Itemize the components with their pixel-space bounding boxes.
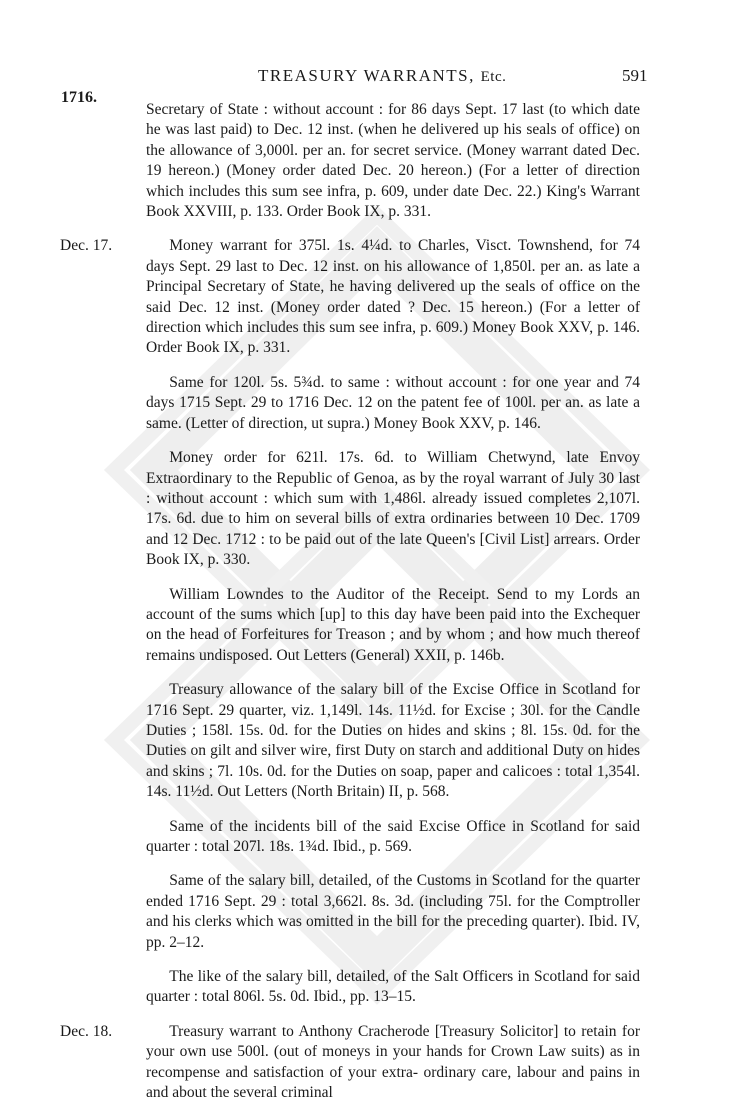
entry [0,967,754,1008]
margin-year: 1716. [61,89,97,106]
running-title [258,66,506,86]
page-header [0,66,754,106]
entry-text: Money warrant for 375l. 1s. 4¼d. to Charles, Visct. Townshend, for 74 days Sept. 29 last to Dec. 12 inst. on his allowance of 1,850l. per an. as late a Principal Secretary of State, he having delivered up the seals of office on the said Dec. 12 inst. (Money order dated ? Dec. 15 hereon.) (For a letter of direction which includes this sum see infra, p. 609.) Money Book XXV, p. 146. Order Book IX, p. 331. [146,237,640,357]
entry-text: William Lowndes to the Auditor of the Receipt. Send to my Lords an account of the sums which [up] to this day have been paid into the Exchequer on the head of Forfeitures for Treason ; and by whom ; and how much thereof remains undisposed. Out Letters (General) XXII, p. 146b. [146,585,640,664]
entry [0,585,754,667]
entry [0,236,754,358]
entry-text: Same of the salary bill, detailed, of the Customs in Scotland for the quarter ended 1716 Sept. 29 : total 3,662l. 8s. 3d. (including 75l. for the Comptroller and his clerks which was omitted in the bill for the preceding quarter). Ibid. IV, pp. 2–12. [146,872,640,951]
entry [0,871,754,953]
entry-text: Treasury warrant to Anthony Cracherode [Treasury Solicitor] to retain for your own use 500l. (out of moneys in your hands for Crown Law suits) as in recompense and satisfaction of your extra- ordinary care, labour and pains in and about the several criminal [146,1022,640,1102]
entry-date: Dec. 18. [60,1022,113,1040]
entry [0,373,754,434]
entry-text: Same for 120l. 5s. 5¾d. to same : without account : for one year and 74 days 1715 Sept. 29 to 1716 Dec. 12 on the patent fee of 100l. per an. as late a same. (Letter of direction, ut supra.) Money Book XXV, p. 146. [146,373,640,432]
running-title-etc: Etc. [480,69,507,85]
entry-text: The like of the salary bill, detailed, of the Salt Officers in Scotland for said quarter : total 806l. 5s. 0d. Ibid., pp. 13–15. [146,968,640,1006]
entry-text: Treasury allowance of the salary bill of the Excise Office in Scotland for 1716 Sept. 29 quarter, viz. 1,149l. 14s. 11½d. for Excise ; 30l. for the Candle Duties ; 158l. 15s. 0d. for the Duties on hides and skins ; 8l. 15s. 0d. for the Duties on gilt and silver wire, first Duty on starch and additional Duty on hides and skins ; 7l. 10s. 0d. for the Duties on soap, paper and calicoes : total 1,354l. 14s. 11½d. Out Letters (North Britain) II, p. 568. [146,681,640,801]
running-title-main: TREASURY WARRANTS, [258,66,475,85]
entry-text: Same of the incidents bill of the said Excise Office in Scotland for said quarter : total 207l. 18s. 1¾d. Ibid., p. 569. [146,817,640,855]
entry-text: Secretary of State : without account : for 86 days Sept. 17 last (to which date he was last paid) to Dec. 12 inst. (when he delivered up his seals of office) on the allowance of 3,000l. per an. for secret service. (Money warrant dated Dec. 19 hereon.) (Money order dated Dec. 20 hereon.) (For a letter of direction which includes this sum see infra, p. 609, under date Dec. 22.) King's Warrant Book XXVIII, p. 133. Order Book IX, p. 331. [146,101,640,221]
entry [0,100,754,222]
entry [0,1022,754,1104]
entry [0,817,754,858]
entry-date: Dec. 17. [60,237,113,255]
page-number: 591 [622,66,648,85]
entry [0,680,754,802]
page-body [0,100,754,1117]
entry-text: Money order for 621l. 17s. 6d. to William Chetwynd, late Envoy Extraordinary to the Republic of Genoa, as by the royal warrant of July 30 last : without account : which sum with 1,486l. already issued completes 2,107l. 17s. 6d. due to him on several bills of extra ordinaries between 10 Dec. 1709 and 12 Dec. 1712 : to be paid out of the late Queen's [Civil List] arrears. Order Book IX, p. 330. [146,449,640,569]
entry [0,448,754,570]
